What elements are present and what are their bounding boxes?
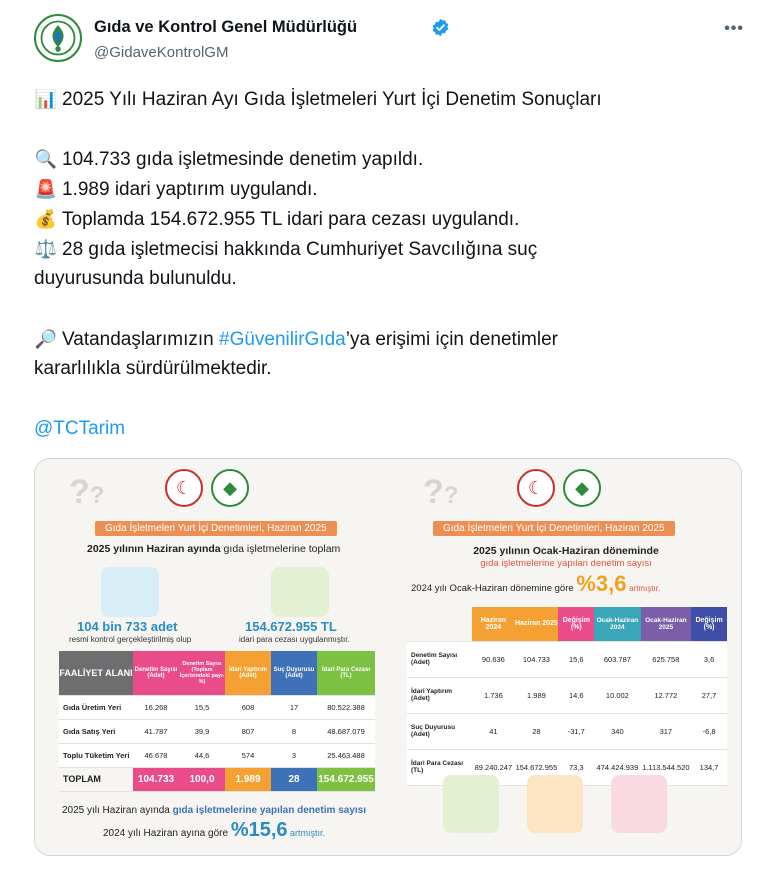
table-cell: 12.772 (641, 677, 692, 713)
right-subtitle-2: gıda işletmelerine yapılan denetim sayısı (480, 558, 652, 569)
closing-text-post: ’ya erişimi için denetimler (345, 329, 558, 350)
row-label: Toplu Tüketim Yeri (59, 743, 133, 767)
table-cell: 3,6 (691, 641, 727, 677)
fine-big: 154.672.955 TL (245, 619, 337, 634)
hashtag-link[interactable]: #GüvenilirGıda (219, 329, 346, 350)
warning-document-icon (611, 775, 667, 833)
table-cell: 25.463.488 (317, 743, 375, 767)
total-inspections: 104.733 (133, 767, 179, 791)
table-cell: 317 (641, 713, 692, 749)
money-icon (271, 567, 329, 617)
table-cell: 134,7 (691, 749, 727, 785)
count-big: 104 bin 733 adet (77, 619, 178, 634)
table-cell: 1.736 (472, 677, 514, 713)
left-table (59, 651, 375, 792)
left-ribbon: Gıda İşletmeleri Yurt İçi Denetimleri, Haziran 2025 (95, 521, 337, 536)
rcol-h1-24: Ocak-Haziran 2024 (594, 607, 640, 641)
rcol-h1-25: Ocak-Haziran 2025 (641, 607, 692, 641)
scales-icon: ⚖️ (34, 239, 58, 259)
table-cell: 608 (225, 695, 271, 719)
row-label: İdari Para Cezası (TL) (407, 749, 472, 785)
tweet-media-image[interactable] (34, 458, 742, 856)
question-mark-decoration: ?? (69, 473, 105, 511)
table-cell: 90.636 (472, 641, 514, 677)
table-cell: 48.687.079 (317, 719, 375, 743)
logos-right (517, 469, 601, 507)
tweet-header (34, 14, 744, 70)
table-cell: 39,9 (179, 719, 225, 743)
total-fines: 154.672.955 (317, 767, 375, 791)
more-options-icon[interactable]: ••• (724, 20, 744, 37)
prosecution-text: 28 gıda işletmecisi hakkında Cumhuriyet Savcılığına suç (62, 239, 538, 260)
row-label: İdari Yaptırım (Adet) (407, 677, 472, 713)
siren-icon: 🚨 (34, 179, 58, 199)
table-cell: 154.672.955 (514, 749, 558, 785)
gkgm-logo-icon: ◆ (211, 469, 249, 507)
rcol-empty (407, 607, 472, 641)
col-fines: İdari Para Cezası (TL) (317, 651, 375, 695)
table-cell: 27,7 (691, 677, 727, 713)
col-sanctions: İdari Yaptırım (Adet) (225, 651, 271, 695)
table-cell: 80.522.388 (317, 695, 375, 719)
table-cell: 28 (514, 713, 558, 749)
rcol-jun24: Haziran 2024 (472, 607, 514, 641)
table-cell: 41.787 (133, 719, 179, 743)
left-bottom-line2: 2024 yılı Haziran ayına göre %15,6 artmıştır. (102, 819, 326, 841)
table-row (59, 743, 375, 767)
tweet-line-closing (34, 324, 734, 354)
table-cell: 340 (594, 713, 640, 749)
chart-icon: 📊 (34, 89, 58, 109)
table-cell: 73,3 (558, 749, 594, 785)
account-avatar[interactable] (34, 14, 82, 62)
table-cell: 574 (225, 743, 271, 767)
account-handle[interactable]: @GidaveKontrolGM (94, 44, 229, 61)
right-ribbon: Gıda İşletmeleri Yurt İçi Denetimleri, Haziran 2025 (433, 521, 675, 536)
table-cell: 625.758 (641, 641, 692, 677)
tweet-line-sanctions (34, 174, 734, 204)
document-magnifier-icon (101, 567, 159, 617)
ministry-logo-icon (36, 16, 80, 60)
closing-text: Vatandaşlarımızın (62, 329, 220, 350)
sanctions-text: 1.989 idari yaptırım uygulandı. (62, 179, 318, 200)
table-cell: 46.678 (133, 743, 179, 767)
prosecution-text-cont: duyurusunda bulunuldu. (34, 268, 237, 289)
table-cell: 474.424.939 (594, 749, 640, 785)
total-label: TOPLAM (59, 767, 133, 791)
table-cell: 15,6 (558, 641, 594, 677)
total-sanctions: 1.989 (225, 767, 271, 791)
tweet-line-inspections (34, 144, 734, 174)
crescent-logo-icon-right: ☾ (517, 469, 555, 507)
verified-badge-icon (431, 18, 450, 37)
table-cell: 10.002 (594, 677, 640, 713)
table-row (407, 641, 727, 677)
table-cell: 15,5 (179, 695, 225, 719)
table-cell: 16.268 (133, 695, 179, 719)
fine-small: idari para cezası uygulanmıştır. (239, 635, 350, 644)
table-cell: -6,8 (691, 713, 727, 749)
col-prosecution: Suç Duyurusu (Adet) (271, 651, 317, 695)
row-label: Gıda Satış Yeri (59, 719, 133, 743)
table-cell: 807 (225, 719, 271, 743)
total-share: 100,0 (179, 767, 225, 791)
table-cell: 3 (271, 743, 317, 767)
tweet-text (34, 84, 734, 444)
table-row (407, 677, 727, 713)
right-subtitle-1: 2025 yılının Ocak-Haziran döneminde (473, 545, 659, 557)
table-row (59, 719, 375, 743)
left-bottom-line1: 2025 yılı Haziran ayında gıda işletmelerine yapılan denetim sayısı (61, 805, 367, 816)
closing-text-cont: kararlılıkla sürdürülmektedir. (34, 358, 272, 379)
rcol-change1: Değişim (%) (558, 607, 594, 641)
right-table (407, 607, 727, 786)
rcol-jun25: Haziran 2025 (514, 607, 558, 641)
tweet-line-prosecution (34, 234, 734, 264)
table-cell: 1.113.544.520 (641, 749, 692, 785)
col-inspections: Denetim Sayısı (Adet) (133, 651, 179, 695)
col-activity: FAALİYET ALANI (59, 651, 133, 695)
fines-text: Toplamda 154.672.955 TL idari para cezası uygulandı. (62, 209, 520, 230)
table-cell: 44,6 (179, 743, 225, 767)
count-small: resmi kontrol gerçekleştirilmiş olup (69, 635, 192, 644)
right-subtitle-3: 2024 yılı Ocak-Haziran dönemine göre %3,6 artmıştır. (411, 571, 661, 596)
calculator-icon (527, 775, 583, 833)
table-cell: 14,6 (558, 677, 594, 713)
row-label: Gıda Üretim Yeri (59, 695, 133, 719)
table-cell: 17 (271, 695, 317, 719)
table-cell: 603.787 (594, 641, 640, 677)
gkgm-logo-icon-right: ◆ (563, 469, 601, 507)
account-name[interactable]: Gıda ve Kontrol Genel Müdürlüğü (94, 18, 358, 36)
left-subtitle: 2025 yılının Haziran ayında gıda işletmelerine toplam (87, 543, 341, 555)
report-icon (443, 775, 499, 833)
table-cell: 89.240.247 (472, 749, 514, 785)
inspections-text: 104.733 gıda işletmesinde denetim yapıldı. (62, 149, 424, 170)
mention-link[interactable]: @TCTarim (34, 418, 126, 439)
infographic-left (35, 459, 389, 856)
table-cell: -31,7 (558, 713, 594, 749)
table-cell: 41 (472, 713, 514, 749)
table-cell: 8 (271, 719, 317, 743)
infographic-right (389, 459, 742, 856)
logos-left (165, 469, 249, 507)
crescent-logo-icon: ☾ (165, 469, 203, 507)
rcol-change2: Değişim (%) (691, 607, 727, 641)
tweet-line-fines (34, 204, 734, 234)
money-bag-icon: 💰 (34, 209, 58, 229)
row-label: Denetim Sayısı (Adet) (407, 641, 472, 677)
table-row (407, 713, 727, 749)
question-mark-decoration-right: ?? (423, 473, 459, 511)
total-prosecution: 28 (271, 767, 317, 791)
tweet-title-line (34, 84, 734, 114)
magnifier-right-icon: 🔎 (34, 329, 58, 349)
tweet-title: 2025 Yılı Haziran Ayı Gıda İşletmeleri Yurt İçi Denetim Sonuçları (62, 89, 602, 110)
table-cell: 104.733 (514, 641, 558, 677)
table-cell: 1.989 (514, 677, 558, 713)
col-share: Denetim Sayısı (Toplam İçerisindeki payı-%) (179, 651, 225, 695)
magnifier-icon: 🔍 (34, 149, 58, 169)
row-label: Suç Duyurusu (Adet) (407, 713, 472, 749)
table-row (59, 695, 375, 719)
